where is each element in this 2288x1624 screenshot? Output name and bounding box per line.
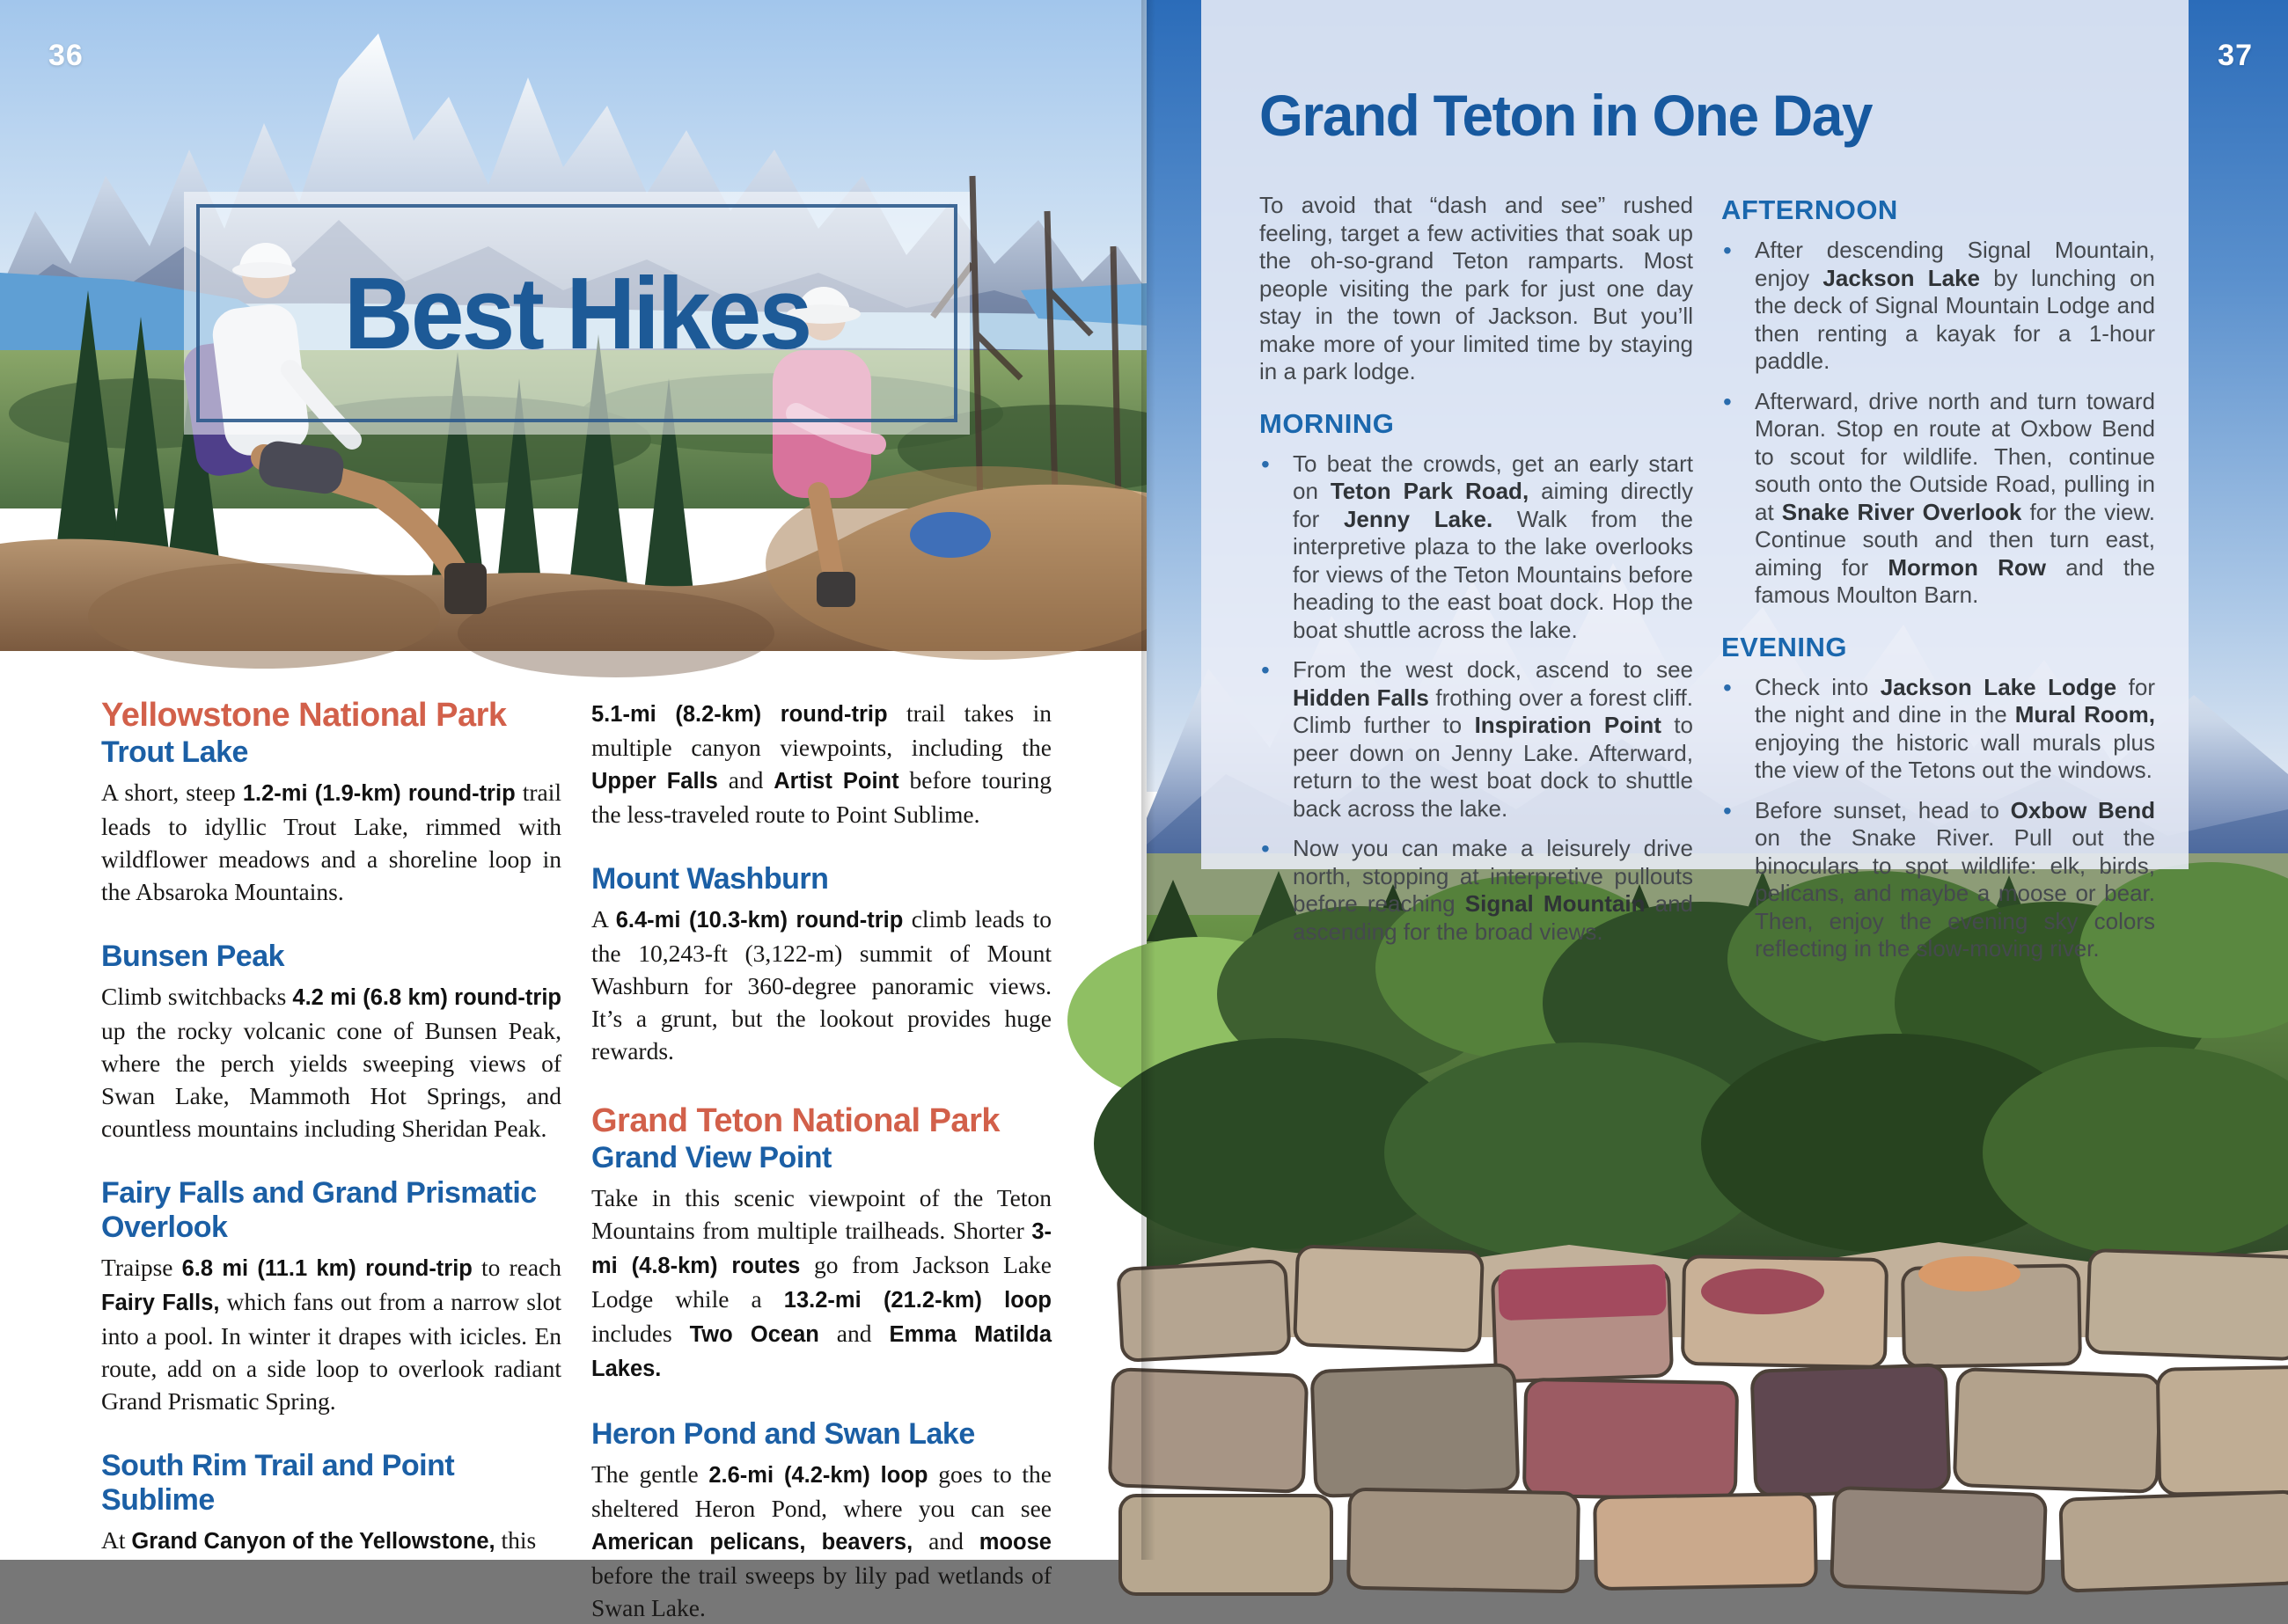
- bullet-text: To beat the crowds, get an early start on Teton Park Road, aiming directly for Jenny Lake. Walk from the interpretive plaza to the lake overlooks for views of the Teton Mountains before heading to the east boat dock. Hop the boat shuttle across the lake.: [1293, 450, 1693, 643]
- evening-bullet-1: [1721, 674, 2155, 785]
- section-heading-afternoon: AFTERNOON: [1721, 194, 1898, 225]
- hero-title-box: [184, 192, 970, 435]
- bullet-icon: •: [1723, 387, 1732, 415]
- hike-heading-fairy-falls: Fairy Falls and Grand Prismatic Overlook: [101, 1176, 537, 1244]
- itinerary-column-1: [1259, 192, 1693, 976]
- bullet-icon: •: [1723, 673, 1732, 701]
- morning-bullet-2: [1259, 656, 1693, 823]
- bullet-text: Check into Jackson Lake Lodge for the night and dine in the Mural Room, enjoying the historic wall murals plus the view of the Tetons out the windows.: [1755, 673, 2156, 783]
- afternoon-bullet-1: [1721, 237, 2155, 376]
- park-heading-yellowstone: Yellowstone National Park: [101, 697, 507, 734]
- morning-bullet-1: [1259, 450, 1693, 645]
- left-column-2: [591, 697, 1052, 1624]
- hike-body-south-rim-part2: 5.1-mi (8.2-km) round-trip trail takes in multiple canyon viewpoints, including the Upper Falls and Artist Point before touring the less-traveled route to Point Sublime.: [591, 699, 1052, 828]
- page-gutter-shadow: [1141, 0, 1155, 1560]
- hike-heading-bunsen-peak: Bunsen Peak: [101, 940, 285, 973]
- itinerary-title: Grand Teton in One Day: [1259, 83, 1873, 148]
- page-number-right: 37: [2218, 39, 2253, 72]
- bullet-icon: •: [1261, 450, 1270, 478]
- morning-bullet-3: [1259, 835, 1693, 946]
- itinerary-panel: [1201, 0, 2189, 962]
- hike-body-south-rim-part1: At Grand Canyon of the Yellowstone, this: [101, 1526, 537, 1554]
- bullet-text: Before sunset, head to Oxbow Bend on the Snake River. Pull out the binoculars to spot wildlife: elk, birds, pelicans, and maybe a moose or bear. Then, enjoy the evening sky colors reflecting in the slow-moving river.: [1755, 796, 2155, 962]
- hike-heading-grand-view: Grand View Point: [591, 1141, 832, 1174]
- page-37: [1147, 0, 2288, 1560]
- hike-body-mount-washburn: A 6.4-mi (10.3-km) round-trip climb leads to the 10,243-ft (3,122-m) summit of Mount Washburn for 360-degree panoramic views. It’s a grunt, but the lookout provides huge rewards.: [591, 905, 1052, 1064]
- blue-gear-bag: [910, 512, 991, 558]
- bullet-icon: •: [1261, 656, 1270, 684]
- hike-body-fairy-falls: Traipse 6.8 mi (11.1 km) round-trip to reach Fairy Falls, which fans out from a narrow slot into a pool. In winter it drapes with icicles. En route, add on a side loop to overlook radiant Grand Prismatic Spring.: [101, 1254, 562, 1415]
- afternoon-bullet-2: [1721, 388, 2155, 610]
- hero-photo-tetons: [0, 0, 1147, 651]
- park-heading-grand-teton: Grand Teton National Park: [591, 1102, 1000, 1139]
- bullet-icon: •: [1723, 237, 1732, 264]
- hero-title: Best Hikes: [343, 256, 810, 370]
- hike-body-trout-lake: A short, steep 1.2-mi (1.9-km) round-trip trail leads to idyllic Trout Lake, rimmed with wildflower meadows and a shoreline loop in the Absaroka Mountains.: [101, 779, 561, 905]
- hero-title-border: [196, 204, 957, 422]
- bullet-text: Now you can make a leisurely drive north, stopping at interpretive pullouts before reaching Signal Mountain and ascending for the broad views.: [1293, 835, 1694, 945]
- section-heading-morning: MORNING: [1259, 407, 1395, 439]
- bullet-icon: •: [1261, 835, 1270, 862]
- bullet-text: After descending Signal Mountain, enjoy Jackson Lake by lunching on the deck of Signal Mountain Lodge and then renting a kayak for a 1-hour paddle.: [1755, 237, 2155, 374]
- page-number-left: 36: [48, 39, 84, 72]
- hike-body-bunsen-peak: Climb switchbacks 4.2 mi (6.8 km) round-trip up the rocky volcanic cone of Bunsen Peak, where the perch yields sweeping views of Swan Lake, Mammoth Hot Springs, and countless mountains including Sheridan Peak.: [101, 983, 561, 1142]
- stone-wall: [1110, 1242, 2288, 1594]
- hike-heading-mount-washburn: Mount Washburn: [591, 862, 829, 896]
- left-column-1: [101, 697, 561, 1624]
- bullet-text: From the west dock, ascend to see Hidden Falls frothing over a forest cliff. Climb further to Inspiration Point to peer down on Jenny Lake. Afterward, return to the west boat dock to shuttle back across the lake.: [1293, 656, 1693, 822]
- bullet-icon: •: [1723, 796, 1732, 824]
- left-page-columns: [101, 697, 1052, 1624]
- hike-heading-heron-pond: Heron Pond and Swan Lake: [591, 1417, 975, 1451]
- itinerary-intro: To avoid that “dash and see” rushed feeling, target a few activities that soak up the oh-so-grand Teton ramparts. Most people visiting the park for just one day stay in the town of Jackson. But you’ll make more of your limited time by staying in a park lodge.: [1259, 192, 1693, 384]
- hike-body-grand-view: Take in this scenic viewpoint of the Teton Mountains from multiple trailheads. Shorter 3-mi (4.8-km) routes go from Jackson Lake Lodge while a 13.2-mi (21.2-km) loop includes Two Ocean and Emma Matilda Lakes.: [591, 1184, 1052, 1381]
- hike-heading-trout-lake: Trout Lake: [101, 735, 248, 769]
- hike-heading-south-rim: South Rim Trail and Point Sublime: [101, 1449, 455, 1517]
- hike-body-heron-pond: The gentle 2.6-mi (4.2-km) loop goes to the sheltered Heron Pond, where you can see American pelicans, beavers, and moose before the trail sweeps by lily pad wetlands of Swan Lake.: [591, 1460, 1052, 1621]
- bullet-text: Afterward, drive north and turn toward Moran. Stop en route at Oxbow Bend to scout for wildlife. Then, continue south onto the Outside Road, pulling in at Snake River Overlook for the view. Continue south and then turn east, aiming for Mormon Row and the famous Moulton Barn.: [1755, 387, 2155, 608]
- evening-bullet-2: [1721, 797, 2155, 963]
- section-heading-evening: EVENING: [1721, 631, 1848, 662]
- itinerary-column-2: [1721, 192, 2155, 976]
- itinerary-columns: [1259, 192, 2155, 976]
